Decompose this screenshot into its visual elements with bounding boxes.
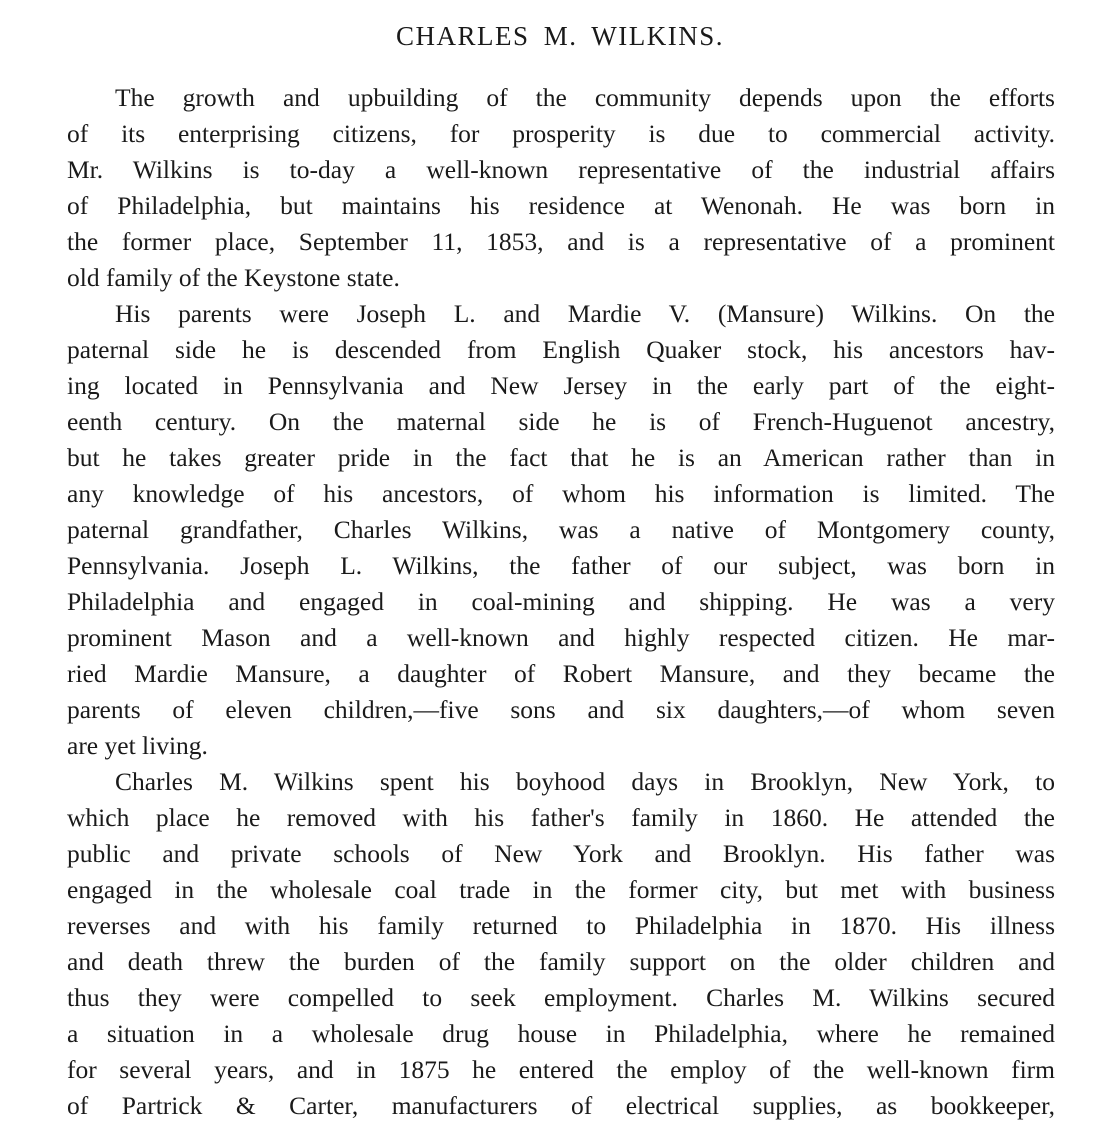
text-line: Mr. Wilkins is to-day a well-known representative of the industrial affairs — [67, 155, 1055, 184]
text-line: a situation in a wholesale drug house in Philadelphia, where he remained — [67, 1019, 1055, 1048]
text-line: of its enterprising citizens, for prosperity is due to commercial activity. — [67, 119, 1055, 148]
text-line: and death threw the burden of the family support on the older children and — [67, 947, 1055, 976]
text-line: The growth and upbuilding of the community depends upon the efforts — [115, 83, 1055, 112]
text-line: Philadelphia and engaged in coal-mining and shipping. He was a very — [67, 587, 1055, 616]
text-line: eenth century. On the maternal side he is of French-Huguenot ancestry, — [67, 407, 1055, 436]
text-line: paternal side he is descended from English Quaker stock, his ancestors hav- — [67, 335, 1055, 364]
text-line: His parents were Joseph L. and Mardie V. (Mansure) Wilkins. On the — [115, 299, 1055, 328]
text-line: the former place, September 11, 1853, and is a representative of a prominent — [67, 227, 1055, 256]
text-line: public and private schools of New York and Brooklyn. His father was — [67, 839, 1055, 868]
text-line: reverses and with his family returned to Philadelphia in 1870. His illness — [67, 911, 1055, 940]
page-title: CHARLES M. WILKINS. — [395, 21, 724, 51]
text-line: of Philadelphia, but maintains his residence at Wenonah. He was born in — [67, 191, 1055, 220]
text-line: which place he removed with his father's family in 1860. He attended the — [67, 803, 1055, 832]
text-line: engaged in the wholesale coal trade in the former city, but met with business — [67, 875, 1055, 904]
text-line: are yet living. — [67, 731, 208, 760]
text-line: Charles M. Wilkins spent his boyhood days in Brooklyn, New York, to — [115, 767, 1055, 796]
text-line: prominent Mason and a well-known and highly respected citizen. He mar- — [67, 623, 1055, 652]
text-line: for several years, and in 1875 he entered the employ of the well-known firm — [67, 1055, 1055, 1084]
text-line: but he takes greater pride in the fact that he is an American rather than in — [67, 443, 1055, 472]
text-line: ing located in Pennsylvania and New Jersey in the early part of the eight- — [67, 371, 1055, 400]
text-line: any knowledge of his ancestors, of whom his information is limited. The — [67, 479, 1055, 508]
text-line: thus they were compelled to seek employment. Charles M. Wilkins secured — [67, 983, 1055, 1012]
text-line: ried Mardie Mansure, a daughter of Robert Mansure, and they became the — [67, 659, 1055, 688]
text-line: paternal grandfather, Charles Wilkins, was a native of Montgomery county, — [67, 515, 1055, 544]
text-line: old family of the Keystone state. — [67, 263, 400, 292]
text-line: Pennsylvania. Joseph L. Wilkins, the father of our subject, was born in — [67, 551, 1055, 580]
text-line: parents of eleven children,—five sons and six daughters,—of whom seven — [67, 695, 1055, 724]
text-line: of Partrick & Carter, manufacturers of electrical supplies, as bookkeeper, — [67, 1091, 1055, 1120]
